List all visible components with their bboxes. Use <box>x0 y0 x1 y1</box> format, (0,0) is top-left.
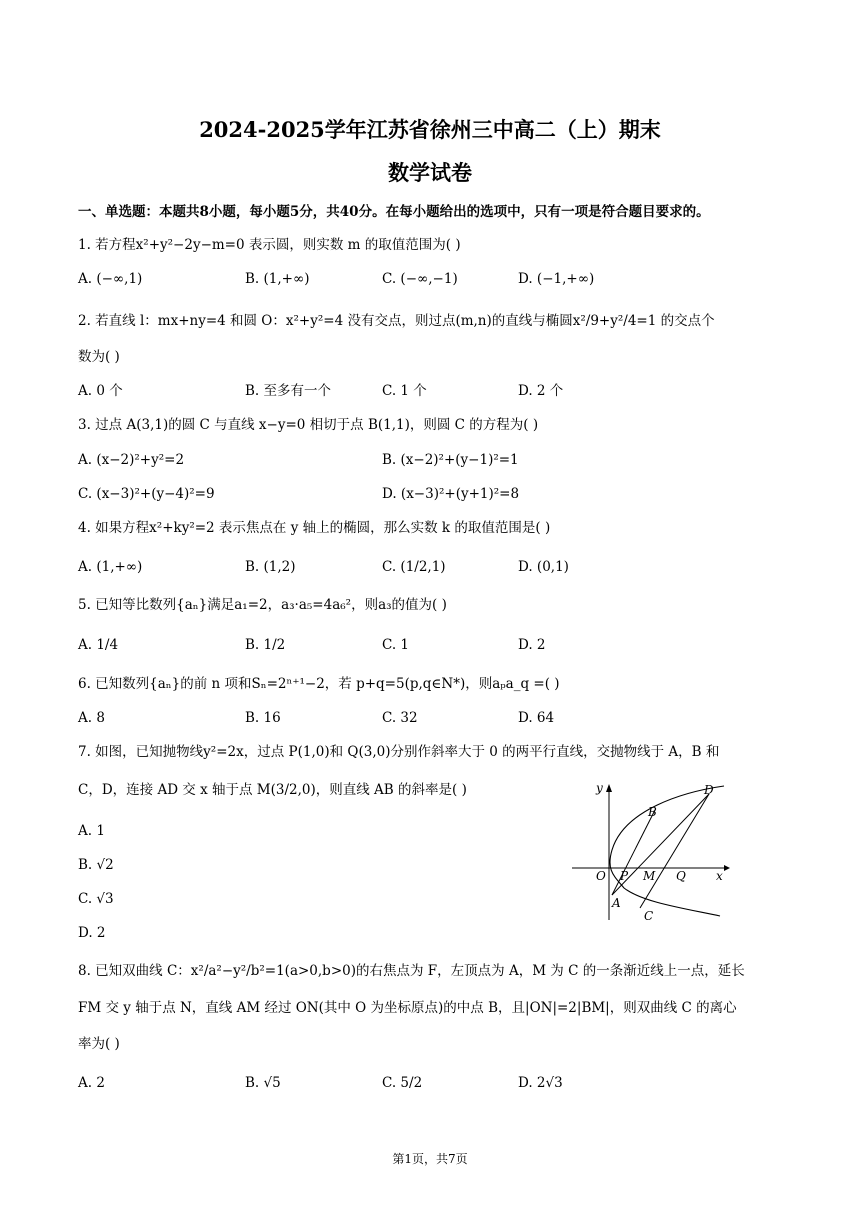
q5-option-c: C. 1 <box>382 637 410 653</box>
label-o: O <box>596 869 606 883</box>
label-y: y <box>596 781 603 795</box>
question-7-stem-line1: 7. 如图，已知抛物线y²=2x，过点 P(1,0)和 Q(3,0)分别作斜率大于 0 的两平行直线，交抛物线于 A，B 和 <box>78 744 720 760</box>
question-2-stem-line2: 数为( ) <box>78 349 120 365</box>
label-m: M <box>643 869 656 883</box>
q8-option-d: D. 2√3 <box>518 1075 563 1091</box>
q6-option-b: B. 16 <box>245 710 281 726</box>
q8-option-b: B. √5 <box>245 1075 281 1091</box>
q2-option-b: B. 至多有一个 <box>245 383 332 399</box>
label-q: Q <box>676 869 686 883</box>
label-p: P <box>620 869 629 883</box>
question-4-stem: 4. 如果方程x²+ky²=2 表示焦点在 y 轴上的椭圆，那么实数 k 的取值范围是( ) <box>78 520 551 536</box>
question-5-stem: 5. 已知等比数列{aₙ}满足a₁=2，a₃·a₅=4a₆²，则a₃的值为( ) <box>78 597 447 613</box>
q3-option-c: C. (x−3)²+(y−4)²=9 <box>78 486 215 502</box>
q7-option-d: D. 2 <box>78 925 106 941</box>
q6-option-c: C. 32 <box>382 710 418 726</box>
question-2-stem-line1: 2. 若直线 l：mx+ny=4 和圆 O：x²+y²=4 没有交点，则过点(m,n)的直线与椭圆x²/9+y²/4=1 的交点个 <box>78 313 715 329</box>
q7-option-b: B. √2 <box>78 857 114 873</box>
question-1-stem: 1. 若方程x²+y²−2y−m=0 表示圆，则实数 m 的取值范围为( ) <box>78 237 461 253</box>
q2-option-c: C. 1 个 <box>382 383 427 399</box>
question-3-stem: 3. 过点 A(3,1)的圆 C 与直线 x−y=0 相切于点 B(1,1)，则圆 C 的方程为( ) <box>78 417 539 433</box>
question-7-stem-line2: C，D，连接 AD 交 x 轴于点 M(3/2,0)，则直线 AB 的斜率是( ) <box>78 782 467 798</box>
exam-title: 2024-2025学年江苏省徐州三中高二（上）期末 <box>199 117 661 142</box>
q3-option-d: D. (x−3)²+(y+1)²=8 <box>382 486 520 502</box>
question-8-stem-line2: FM 交 y 轴于点 N，直线 AM 经过 ON(其中 O 为坐标原点)的中点 B，且|ON|=2|BM|，则双曲线 C 的离心 <box>78 1000 737 1016</box>
label-c: C <box>644 909 654 923</box>
page-footer: 第1页，共7页 <box>392 1152 468 1166</box>
label-b: B <box>648 805 657 819</box>
section-heading: 一、单选题：本题共8小题，每小题5分，共40分。在每小题给出的选项中，只有一项是符合题目要求的。 <box>78 204 710 220</box>
question-8-stem-line3: 率为( ) <box>78 1036 120 1052</box>
question-6-stem: 6. 已知数列{aₙ}的前 n 项和Sₙ=2ⁿ⁺¹−2，若 p+q=5(p,q∈N*)，则aₚa_q =( ) <box>78 676 560 692</box>
q4-option-d: D. (0,1) <box>518 559 569 575</box>
q4-option-b: B. (1,2) <box>245 559 296 575</box>
q1-option-a: A. (−∞,1) <box>78 271 143 287</box>
q2-option-d: D. 2 个 <box>518 383 564 399</box>
q3-option-b: B. (x−2)²+(y−1)²=1 <box>382 452 519 468</box>
q6-option-d: D. 64 <box>518 710 555 726</box>
q8-option-c: C. 5/2 <box>382 1075 423 1091</box>
q4-option-a: A. (1,+∞) <box>78 559 143 575</box>
q7-option-c: C. √3 <box>78 891 114 907</box>
parabola-figure <box>572 780 732 925</box>
x-axis-arrow <box>724 865 730 871</box>
question-8-stem-line1: 8. 已知双曲线 C：x²/a²−y²/b²=1(a>0,b>0)的右焦点为 F，左顶点为 A，M 为 C 的一条渐近线上一点，延长 <box>78 963 745 979</box>
y-axis-arrow <box>606 784 612 792</box>
q5-option-d: D. 2 <box>518 637 546 653</box>
label-a: A <box>612 896 621 910</box>
q5-option-b: B. 1/2 <box>245 637 286 653</box>
q1-option-d: D. (−1,+∞) <box>518 271 595 287</box>
q2-option-a: A. 0 个 <box>78 383 123 399</box>
q6-option-a: A. 8 <box>78 710 105 726</box>
q1-option-c: C. (−∞,−1) <box>382 271 458 287</box>
parabola-curve <box>610 786 724 916</box>
q3-option-a: A. (x−2)²+y²=2 <box>78 452 185 468</box>
q8-option-a: A. 2 <box>78 1075 105 1091</box>
exam-subtitle: 数学试卷 <box>388 160 472 185</box>
label-d: D <box>704 783 714 797</box>
q7-option-a: A. 1 <box>78 823 105 839</box>
q1-option-b: B. (1,+∞) <box>245 271 310 287</box>
label-x: x <box>716 869 723 883</box>
q4-option-c: C. (1/2,1) <box>382 559 446 575</box>
q5-option-a: A. 1/4 <box>78 637 119 653</box>
